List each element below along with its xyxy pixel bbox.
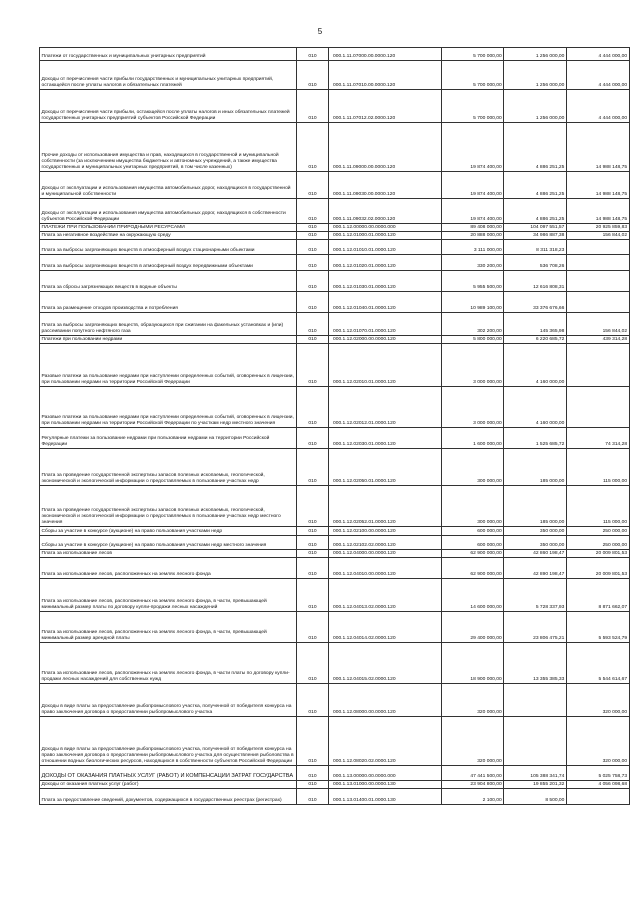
row-line-code-cell: 010 bbox=[297, 387, 329, 428]
row-unexecuted-amount-cell: 20 925 859,83 bbox=[566, 224, 629, 232]
row-name-cell: Плата за предоставление сведений, документов, содержащихся в государственных реестрах (регистрах) bbox=[40, 789, 297, 805]
row-line-code-cell: 010 bbox=[297, 643, 329, 684]
row-executed-amount-cell: 1 256 000,00 bbox=[504, 48, 567, 61]
row-line-code-cell: 010 bbox=[297, 313, 329, 336]
row-name-cell: Доходы от перечисления части прибыли, остающейся после уплаты налогов и иных обязательных платежей государственных унитарных предприятий субъектов Российской Федерации bbox=[40, 90, 297, 123]
row-line-code-cell: 010 bbox=[297, 486, 329, 527]
row-unexecuted-amount-cell: 156 844,02 bbox=[566, 232, 629, 240]
row-approved-amount-cell: 18 900 000,00 bbox=[441, 643, 504, 684]
row-unexecuted-amount-cell bbox=[566, 292, 629, 313]
row-executed-amount-cell: 350 000,00 bbox=[504, 536, 567, 550]
row-approved-amount-cell: 62 900 000,00 bbox=[441, 550, 504, 558]
row-name-cell: Доходы от эксплуатации и использования имущества автомобильных дорог, находящихся в государственной и муниципальной собственности bbox=[40, 172, 297, 199]
row-unexecuted-amount-cell: 5 593 524,79 bbox=[566, 612, 629, 643]
row-line-code-cell: 010 bbox=[297, 336, 329, 344]
table-row bbox=[40, 292, 630, 313]
row-budget-code-cell: 000.1.12.00000.00.0000.000 bbox=[329, 224, 442, 232]
row-budget-code-cell: 000.1.11.09000.00.0000.120 bbox=[329, 123, 442, 172]
table-row bbox=[40, 428, 630, 449]
row-budget-code-cell: 000.1.12.04014.02.0000.120 bbox=[329, 612, 442, 643]
row-name-cell: Платежи при пользовании недрами bbox=[40, 336, 297, 344]
row-approved-amount-cell: 19 874 400,00 bbox=[441, 172, 504, 199]
row-executed-amount-cell bbox=[504, 717, 567, 766]
table-row bbox=[40, 48, 630, 61]
table-row bbox=[40, 255, 630, 271]
row-name-cell: Доходы в виде платы за предоставление рыбопромыслового участка, полученной от победителя конкурса на право заключения договора о предоставлении рыбопромыслового участка bbox=[40, 684, 297, 717]
row-budget-code-cell: 000.1.13.00000.00.0000.000 bbox=[329, 766, 442, 781]
row-budget-code-cell: 000.1.11.09032.02.0000.120 bbox=[329, 199, 442, 224]
row-executed-amount-cell: 536 708,26 bbox=[504, 255, 567, 271]
row-approved-amount-cell: 5 700 000,00 bbox=[441, 90, 504, 123]
row-name-cell: ПЛАТЕЖИ ПРИ ПОЛЬЗОВАНИИ ПРИРОДНЫМИ РЕСУРСАМИ bbox=[40, 224, 297, 232]
row-budget-code-cell: 000.1.12.01070.01.0000.120 bbox=[329, 313, 442, 336]
row-budget-code-cell: 000.1.11.09030.00.0000.120 bbox=[329, 172, 442, 199]
row-unexecuted-amount-cell: 14 988 148,75 bbox=[566, 199, 629, 224]
revenue-table bbox=[39, 47, 630, 805]
table-row bbox=[40, 387, 630, 428]
row-budget-code-cell: 000.1.11.07000.00.0000.120 bbox=[329, 48, 442, 61]
row-approved-amount-cell: 300 000,00 bbox=[441, 449, 504, 486]
row-unexecuted-amount-cell: 156 844,02 bbox=[566, 313, 629, 336]
row-budget-code-cell: 000.1.12.02050.01.0000.120 bbox=[329, 449, 442, 486]
row-approved-amount-cell: 19 874 400,00 bbox=[441, 123, 504, 172]
row-budget-code-cell: 000.1.13.01000.00.0000.130 bbox=[329, 781, 442, 789]
row-executed-amount-cell: 185 000,00 bbox=[504, 486, 567, 527]
row-unexecuted-amount-cell: 320 000,00 bbox=[566, 684, 629, 717]
table-row bbox=[40, 61, 630, 90]
table-row bbox=[40, 550, 630, 558]
row-name-cell: Плата за размещение отходов производства и потребления bbox=[40, 292, 297, 313]
row-budget-code-cell: 000.1.12.01040.01.0000.120 bbox=[329, 292, 442, 313]
page-number: 5 bbox=[317, 27, 323, 36]
row-executed-amount-cell: 6 220 685,72 bbox=[504, 336, 567, 344]
row-unexecuted-amount-cell bbox=[566, 240, 629, 255]
row-line-code-cell: 010 bbox=[297, 789, 329, 805]
row-unexecuted-amount-cell: 115 000,00 bbox=[566, 449, 629, 486]
table-row bbox=[40, 717, 630, 766]
row-unexecuted-amount-cell: 4 444 000,00 bbox=[566, 61, 629, 90]
row-name-cell: Плата за выбросы загрязняющих веществ, образующихся при сжигании на факельных установках и (или) рассеивании попутного нефтяного газа bbox=[40, 313, 297, 336]
row-executed-amount-cell: 1 256 000,00 bbox=[504, 90, 567, 123]
row-name-cell: Разовые платежи за пользование недрами при наступлении определенных событий, оговоренных в лицензии, при пользовании недрами на территории Российской Федерации по участкам недр местного значения bbox=[40, 387, 297, 428]
row-approved-amount-cell: 62 900 000,00 bbox=[441, 558, 504, 579]
row-unexecuted-amount-cell: 439 314,28 bbox=[566, 336, 629, 344]
row-name-cell: Платежи от государственных и муниципальных унитарных предприятий bbox=[40, 48, 297, 61]
row-budget-code-cell: 000.1.12.01020.01.0000.120 bbox=[329, 255, 442, 271]
row-executed-amount-cell: 42 890 198,47 bbox=[504, 558, 567, 579]
row-budget-code-cell: 000.1.12.02012.01.0000.120 bbox=[329, 387, 442, 428]
row-name-cell: Плата за использование лесов, расположенных на землях лесного фонда, в части, превышающей минимальный размер платы по договору купли-продажи лесных насаждений bbox=[40, 579, 297, 612]
row-executed-amount-cell: 4 160 000,00 bbox=[504, 387, 567, 428]
row-approved-amount-cell: 10 989 100,00 bbox=[441, 292, 504, 313]
table-row bbox=[40, 344, 630, 387]
row-approved-amount-cell: 20 888 000,00 bbox=[441, 232, 504, 240]
row-approved-amount-cell: 5 800 000,00 bbox=[441, 336, 504, 344]
row-line-code-cell: 010 bbox=[297, 344, 329, 387]
row-line-code-cell: 010 bbox=[297, 558, 329, 579]
table-row bbox=[40, 684, 630, 717]
row-executed-amount-cell: 8 311 318,23 bbox=[504, 240, 567, 255]
table-row bbox=[40, 90, 630, 123]
row-executed-amount-cell: 4 886 251,25 bbox=[504, 199, 567, 224]
row-line-code-cell: 010 bbox=[297, 550, 329, 558]
row-budget-code-cell: 000.1.12.01030.01.0000.120 bbox=[329, 271, 442, 292]
row-unexecuted-amount-cell bbox=[566, 789, 629, 805]
row-name-cell: Доходы от эксплуатации и использования имущества автомобильных дорог, находящихся в собственности субъектов Российской Федерации bbox=[40, 199, 297, 224]
row-name-cell: Плата за выбросы загрязняющих веществ в атмосферный воздух передвижными объектами bbox=[40, 255, 297, 271]
row-line-code-cell: 010 bbox=[297, 717, 329, 766]
row-executed-amount-cell: 33 376 676,66 bbox=[504, 292, 567, 313]
row-executed-amount-cell: 4 160 000,00 bbox=[504, 344, 567, 387]
row-line-code-cell: 010 bbox=[297, 579, 329, 612]
row-executed-amount-cell: 185 000,00 bbox=[504, 449, 567, 486]
row-unexecuted-amount-cell: 14 988 148,75 bbox=[566, 123, 629, 172]
row-approved-amount-cell: 89 408 000,00 bbox=[441, 224, 504, 232]
table-row bbox=[40, 232, 630, 240]
row-unexecuted-amount-cell: 14 988 148,75 bbox=[566, 172, 629, 199]
row-approved-amount-cell: 302 200,00 bbox=[441, 313, 504, 336]
row-approved-amount-cell: 2 100,00 bbox=[441, 789, 504, 805]
row-executed-amount-cell: 104 097 551,57 bbox=[504, 224, 567, 232]
row-budget-code-cell: 000.1.12.04015.02.0000.120 bbox=[329, 643, 442, 684]
row-unexecuted-amount-cell: 320 000,00 bbox=[566, 717, 629, 766]
row-line-code-cell: 010 bbox=[297, 292, 329, 313]
row-line-code-cell: 010 bbox=[297, 536, 329, 550]
row-executed-amount-cell: 42 860 198,47 bbox=[504, 550, 567, 558]
row-approved-amount-cell: 300 000,00 bbox=[441, 486, 504, 527]
row-approved-amount-cell: 3 000 000,00 bbox=[441, 344, 504, 387]
row-name-cell: Сборы за участие в конкурсе (аукционе) на право пользования участками недр bbox=[40, 527, 297, 536]
row-approved-amount-cell: 5 700 000,00 bbox=[441, 61, 504, 90]
table-row bbox=[40, 271, 630, 292]
row-line-code-cell: 010 bbox=[297, 172, 329, 199]
row-executed-amount-cell: 34 986 887,38 bbox=[504, 232, 567, 240]
revenue-table-body bbox=[40, 48, 630, 805]
table-row bbox=[40, 612, 630, 643]
row-line-code-cell: 010 bbox=[297, 123, 329, 172]
row-unexecuted-amount-cell bbox=[566, 271, 629, 292]
row-approved-amount-cell: 3 000 000,00 bbox=[441, 387, 504, 428]
row-budget-code-cell: 000.1.12.04000.00.0000.120 bbox=[329, 550, 442, 558]
row-name-cell: Плата за использование лесов, расположенных на землях лесного фонда, в части, превышающей минимальный размер арендной платы bbox=[40, 612, 297, 643]
row-approved-amount-cell: 5 955 500,00 bbox=[441, 271, 504, 292]
row-line-code-cell: 010 bbox=[297, 199, 329, 224]
row-budget-code-cell: 000.1.12.01010.01.0000.120 bbox=[329, 240, 442, 255]
row-name-cell: ДОХОДЫ ОТ ОКАЗАНИЯ ПЛАТНЫХ УСЛУГ (РАБОТ) И КОМПЕНСАЦИИ ЗАТРАТ ГОСУДАРСТВА bbox=[40, 766, 297, 781]
row-budget-code-cell: 000.1.11.07010.00.0000.120 bbox=[329, 61, 442, 90]
row-approved-amount-cell: 23 904 800,00 bbox=[441, 781, 504, 789]
row-unexecuted-amount-cell: 20 009 801,53 bbox=[566, 550, 629, 558]
row-executed-amount-cell: 4 886 251,25 bbox=[504, 123, 567, 172]
row-budget-code-cell: 000.1.12.01000.01.0000.120 bbox=[329, 232, 442, 240]
table-row bbox=[40, 766, 630, 781]
row-name-cell: Доходы от перечисления части прибыли государственных и муниципальных унитарных предприятий, остающейся после уплаты налогов и обязательных платежей bbox=[40, 61, 297, 90]
row-unexecuted-amount-cell: 250 000,00 bbox=[566, 527, 629, 536]
table-row bbox=[40, 313, 630, 336]
row-approved-amount-cell: 320 000,00 bbox=[441, 684, 504, 717]
table-row bbox=[40, 336, 630, 344]
row-line-code-cell: 010 bbox=[297, 781, 329, 789]
table-row bbox=[40, 789, 630, 805]
row-unexecuted-amount-cell: 115 000,00 bbox=[566, 486, 629, 527]
row-line-code-cell: 010 bbox=[297, 684, 329, 717]
row-approved-amount-cell: 320 000,00 bbox=[441, 717, 504, 766]
row-budget-code-cell: 000.1.12.02030.01.0000.120 bbox=[329, 428, 442, 449]
row-budget-code-cell: 000.1.12.02010.01.0000.120 bbox=[329, 344, 442, 387]
row-approved-amount-cell: 47 441 500,00 bbox=[441, 766, 504, 781]
row-unexecuted-amount-cell: 74 314,28 bbox=[566, 428, 629, 449]
row-budget-code-cell: 000.1.12.08000.00.0000.120 bbox=[329, 684, 442, 717]
row-line-code-cell: 010 bbox=[297, 612, 329, 643]
row-name-cell: Доходы от оказания платных услуг (работ) bbox=[40, 781, 297, 789]
table-row bbox=[40, 781, 630, 789]
row-budget-code-cell: 000.1.12.02000.00.0000.120 bbox=[329, 336, 442, 344]
row-approved-amount-cell: 19 874 400,00 bbox=[441, 199, 504, 224]
row-approved-amount-cell: 600 000,00 bbox=[441, 527, 504, 536]
row-line-code-cell: 010 bbox=[297, 766, 329, 781]
table-row bbox=[40, 172, 630, 199]
row-unexecuted-amount-cell: 250 000,00 bbox=[566, 536, 629, 550]
table-row bbox=[40, 486, 630, 527]
row-budget-code-cell: 000.1.11.07012.02.0000.120 bbox=[329, 90, 442, 123]
row-unexecuted-amount-cell: 5 544 614,67 bbox=[566, 643, 629, 684]
row-executed-amount-cell: 13 355 385,33 bbox=[504, 643, 567, 684]
row-executed-amount-cell: 12 616 808,31 bbox=[504, 271, 567, 292]
row-name-cell: Прочие доходы от использования имущества и прав, находящихся в государственной и муниципальной собственности (за исключением имущества бюджетных и автономных учреждений, а также имущества государственных и муниципальных унитарных предприятий, в том числе казенных) bbox=[40, 123, 297, 172]
row-line-code-cell: 010 bbox=[297, 527, 329, 536]
row-unexecuted-amount-cell: 8 871 662,07 bbox=[566, 579, 629, 612]
table-row bbox=[40, 199, 630, 224]
row-name-cell: Плата за проведение государственной экспертизы запасов полезных ископаемых, геологической, экономической и экологической информации о предоставляемых в пользование участках недр bbox=[40, 449, 297, 486]
row-approved-amount-cell: 29 400 000,00 bbox=[441, 612, 504, 643]
row-name-cell: Регулярные платежи за пользование недрами при пользовании недрами на территории Российской Федерации bbox=[40, 428, 297, 449]
row-approved-amount-cell: 5 700 000,00 bbox=[441, 48, 504, 61]
table-row bbox=[40, 224, 630, 232]
table-row bbox=[40, 527, 630, 536]
row-approved-amount-cell: 1 600 000,00 bbox=[441, 428, 504, 449]
row-name-cell: Плата за использование лесов, расположенных на землях лесного фонда bbox=[40, 558, 297, 579]
row-budget-code-cell: 000.1.12.04013.02.0000.120 bbox=[329, 579, 442, 612]
row-approved-amount-cell: 3 111 000,00 bbox=[441, 240, 504, 255]
row-executed-amount-cell: 4 886 251,25 bbox=[504, 172, 567, 199]
row-executed-amount-cell: 1 525 685,72 bbox=[504, 428, 567, 449]
table-row bbox=[40, 558, 630, 579]
row-executed-amount-cell: 105 388 341,74 bbox=[504, 766, 567, 781]
row-budget-code-cell: 000.1.12.02102.02.0000.120 bbox=[329, 536, 442, 550]
row-line-code-cell: 010 bbox=[297, 48, 329, 61]
row-line-code-cell: 010 bbox=[297, 90, 329, 123]
row-line-code-cell: 010 bbox=[297, 232, 329, 240]
row-executed-amount-cell: 350 000,00 bbox=[504, 527, 567, 536]
row-name-cell: Плата за использование лесов bbox=[40, 550, 297, 558]
table-row bbox=[40, 123, 630, 172]
table-row bbox=[40, 643, 630, 684]
row-executed-amount-cell: 145 365,98 bbox=[504, 313, 567, 336]
row-budget-code-cell: 000.1.12.04010.00.0000.120 bbox=[329, 558, 442, 579]
row-executed-amount-cell: 5 728 337,93 bbox=[504, 579, 567, 612]
row-unexecuted-amount-cell: 4 056 098,68 bbox=[566, 781, 629, 789]
row-unexecuted-amount-cell: 20 009 801,53 bbox=[566, 558, 629, 579]
row-budget-code-cell: 000.1.13.01400.01.0000.130 bbox=[329, 789, 442, 805]
row-line-code-cell: 010 bbox=[297, 224, 329, 232]
row-name-cell: Плата за негативное воздействие на окружающую среду bbox=[40, 232, 297, 240]
row-line-code-cell: 010 bbox=[297, 61, 329, 90]
row-budget-code-cell: 000.1.12.02052.01.0000.120 bbox=[329, 486, 442, 527]
row-name-cell: Сборы за участие в конкурсе (аукционе) на право пользования участками недр местного значения bbox=[40, 536, 297, 550]
row-name-cell: Плата за использование лесов, расположенных на землях лесного фонда, в части платы по договору купли-продажи лесных насаждений для собственных нужд bbox=[40, 643, 297, 684]
row-executed-amount-cell: 23 806 475,21 bbox=[504, 612, 567, 643]
row-name-cell: Плата за проведение государственной экспертизы запасов полезных ископаемых, геологической, экономической и экологической информации о предоставляемых в пользование участках недр местного значения bbox=[40, 486, 297, 527]
row-executed-amount-cell: 19 855 201,32 bbox=[504, 781, 567, 789]
row-unexecuted-amount-cell bbox=[566, 344, 629, 387]
row-unexecuted-amount-cell: 5 025 758,73 bbox=[566, 766, 629, 781]
row-line-code-cell: 010 bbox=[297, 240, 329, 255]
row-name-cell: Разовые платежи за пользование недрами при наступлении определенных событий, оговоренных в лицензии, при пользовании недрами на территории Российской Федерации bbox=[40, 344, 297, 387]
row-line-code-cell: 010 bbox=[297, 428, 329, 449]
row-line-code-cell: 010 bbox=[297, 271, 329, 292]
row-unexecuted-amount-cell: 4 444 000,00 bbox=[566, 90, 629, 123]
row-name-cell: Плата за выбросы загрязняющих веществ в атмосферный воздух стационарными объектами bbox=[40, 240, 297, 255]
table-row bbox=[40, 579, 630, 612]
row-budget-code-cell: 000.1.12.02100.00.0000.120 bbox=[329, 527, 442, 536]
row-executed-amount-cell bbox=[504, 684, 567, 717]
table-row bbox=[40, 449, 630, 486]
row-unexecuted-amount-cell bbox=[566, 387, 629, 428]
row-unexecuted-amount-cell bbox=[566, 255, 629, 271]
row-name-cell: Доходы в виде платы за предоставление рыбопромыслового участка, полученной от победителя конкурса на право заключения договора о предоставлении рыбопромыслового участка для осуществления рыболовства в отношении водных биологических ресурсов, находящихся в собственности субъектов Российской Федерации bbox=[40, 717, 297, 766]
row-executed-amount-cell: 1 256 000,00 bbox=[504, 61, 567, 90]
table-row bbox=[40, 240, 630, 255]
row-line-code-cell: 010 bbox=[297, 255, 329, 271]
row-executed-amount-cell: 8 500,00 bbox=[504, 789, 567, 805]
row-line-code-cell: 010 bbox=[297, 449, 329, 486]
row-approved-amount-cell: 330 200,00 bbox=[441, 255, 504, 271]
row-budget-code-cell: 000.1.12.08020.02.0000.120 bbox=[329, 717, 442, 766]
row-unexecuted-amount-cell: 4 444 000,00 bbox=[566, 48, 629, 61]
table-row bbox=[40, 536, 630, 550]
row-approved-amount-cell: 14 600 000,00 bbox=[441, 579, 504, 612]
row-name-cell: Плата за сбросы загрязняющих веществ в водные объекты bbox=[40, 271, 297, 292]
row-approved-amount-cell: 600 000,00 bbox=[441, 536, 504, 550]
